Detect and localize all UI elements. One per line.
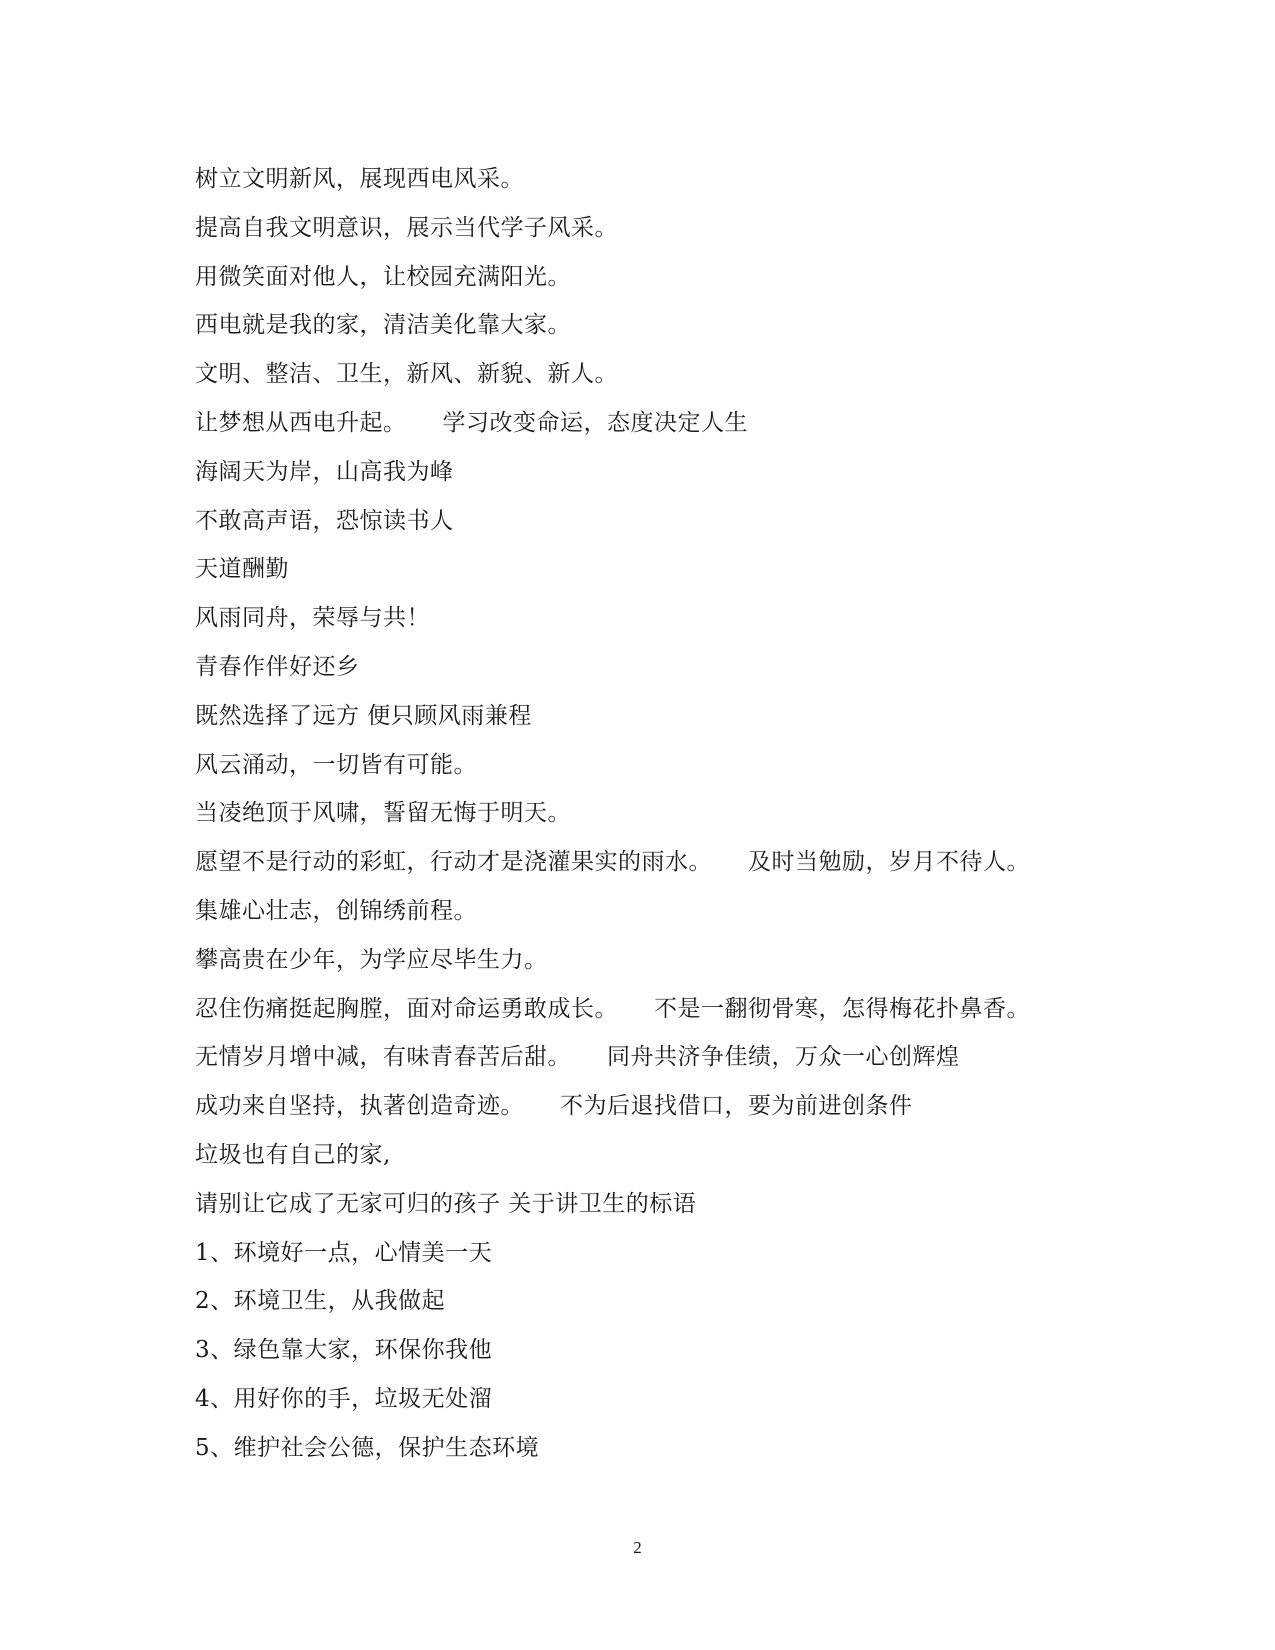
text-line [195,594,1095,643]
text-segment: 3、绿色靠大家，环保你我他 [195,1337,493,1364]
text-segment: 天道酬勤 [195,556,289,583]
text-segment: 请别让它成了无家可归的孩子 关于讲卫生的标语 [195,1190,697,1217]
text-line [195,1277,1095,1326]
text-segment: 不是一翻彻骨寒，怎得梅花扑鼻香。 [654,995,1030,1022]
text-segment: 成功来自坚持，执著创造奇迹。 [195,1093,524,1120]
text-line [195,497,1095,546]
text-segment: 风云涌动，一切皆有可能。 [195,751,477,778]
text-segment: 2、环境卫生，从我做起 [195,1288,446,1315]
text-line [195,936,1095,985]
text-line [195,887,1095,936]
text-line [195,789,1095,838]
text-segment: 提高自我文明意识，展示当代学子风采。 [195,214,618,241]
text-line [195,545,1095,594]
text-line [195,204,1095,253]
text-line [195,692,1095,741]
text-segment: 既然选择了远方 便只顾风雨兼程 [195,702,532,729]
text-segment: 攀高贵在少年，为学应尽毕生力。 [195,946,548,973]
text-line [195,399,1095,448]
text-segment: 愿望不是行动的彩虹，行动才是浇灌果实的雨水。 [195,849,712,876]
text-segment: 同舟共济争佳绩，万众一心创辉煌 [607,1044,960,1071]
text-segment: 青春作伴好还乡 [195,653,360,680]
text-segment: 1、环境好一点，心情美一天 [195,1239,493,1266]
page-number: 2 [633,1538,642,1557]
text-line [195,1131,1095,1180]
text-line [195,1424,1095,1473]
text-segment: 无情岁月增中减，有味青春苦后甜。 [195,1044,571,1071]
text-segment: 文明、整洁、卫生，新风、新貌、新人。 [195,361,618,388]
text-line [195,741,1095,790]
text-line [195,1033,1095,1082]
text-line [195,253,1095,302]
text-segment: 当凌绝顶于风啸，誓留无悔于明天。 [195,800,571,827]
text-segment: 不为后退找借口，要为前进创条件 [560,1093,913,1120]
text-segment: 4、用好你的手，垃圾无处溜 [195,1385,493,1412]
text-line [195,1375,1095,1424]
text-segment: 及时当勉励，岁月不待人。 [748,849,1030,876]
text-segment: 学习改变命运，态度决定人生 [442,409,748,436]
text-line [195,1229,1095,1278]
text-line [195,155,1095,204]
text-line [195,643,1095,692]
text-line [195,985,1095,1034]
text-segment: 树立文明新风，展现西电风采。 [195,166,524,192]
text-line [195,1326,1095,1375]
text-segment: 忍住伤痛挺起胸膛，面对命运勇敢成长。 [195,995,618,1022]
text-segment: 垃圾也有自己的家, [195,1141,391,1168]
text-segment: 让梦想从西电升起。 [195,409,407,436]
text-segment: 海阔天为岸，山高我为峰 [195,458,454,485]
text-segment: 西电就是我的家，清洁美化靠大家。 [195,312,571,339]
text-segment: 5、维护社会公德，保护生态环境 [195,1434,540,1461]
text-segment: 风雨同舟，荣辱与共！ [195,605,430,632]
document-body [195,155,1095,1473]
text-line [195,301,1095,350]
text-segment: 集雄心壮志，创锦绣前程。 [195,897,477,924]
text-segment: 用微笑面对他人，让校园充满阳光。 [195,263,571,290]
text-line [195,350,1095,399]
text-segment: 不敢高声语，恐惊读书人 [195,507,454,534]
text-line [195,1082,1095,1131]
text-line [195,448,1095,497]
text-line [195,838,1095,887]
text-line [195,1180,1095,1229]
